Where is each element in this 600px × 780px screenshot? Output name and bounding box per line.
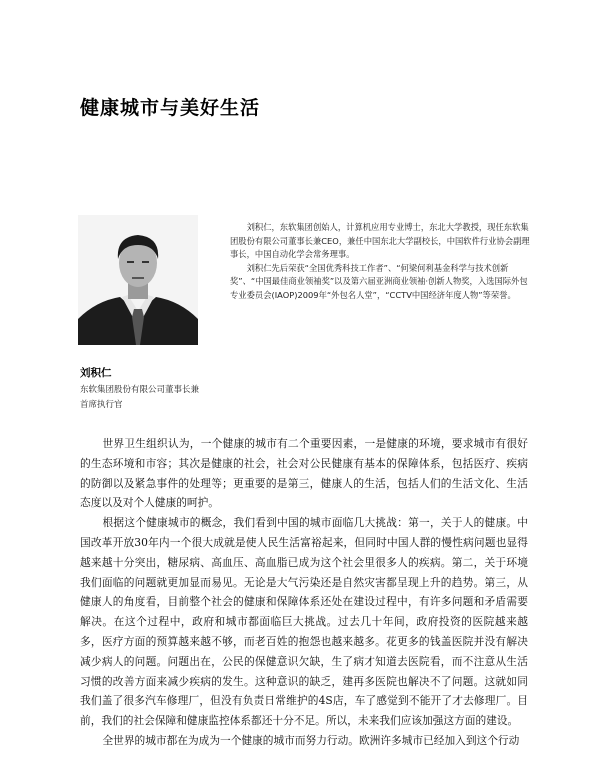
article-body: [80, 434, 528, 751]
body-paragraph: 根据这个健康城市的概念，我们看到中国的城市面临几大挑战：第一，关于人的健康。中国改革开放30年内一个很大成就是使人民生活富裕起来，但同时中国人群的慢性病问题也显得越来越十分突出，糖尿病、高血压、高血脂已成为这个社会里很多人的疾病。第二，关于环境我们面临的问题就更加显而易见。无论是大气污染还是自然灾害都呈现上升的趋势。第三，从健康人的角度看，目前整个社会的健康和保障体系还处在建设过程中，有许多问题和矛盾需要解决。在这个过程中，政府和城市都面临巨大挑战。过去几十年间，政府投资的医院越来越多，医疗方面的预算越来越不够，而老百姓的抱怨也越来越多。花更多的钱盖医院并没有解决减少病人的问题。问题出在，公民的保健意识欠缺，生了病才知道去医院看，而不注意从生活习惯的改善方面来减少疾病的发生。这种意识的缺乏，建再多医院也解决不了问题。这就如同我们盖了很多汽车修理厂，但没有负责日常维护的4S店，车了感觉到不能开了才去修理厂。目前，我们的社会保障和健康监控体系都还十分不足。所以，未来我们应该加强这方面的建设。: [80, 516, 528, 728]
author-photo: [78, 215, 198, 345]
author-name: 刘积仁: [80, 367, 112, 379]
author-title-continued: 首席执行官: [80, 400, 123, 410]
author-title: 东软集团股份有限公司董事长兼: [80, 385, 200, 395]
article-title: 健康城市与美好生活: [80, 96, 261, 119]
bio-paragraph: 刘积仁，东软集团创始人，计算机应用专业博士，东北大学教授，现任东软集团股份有限公司董事长兼CEO，兼任中国东北大学副校长，中国软件行业协会副理事长，中国自动化学会常务理事。: [230, 222, 530, 260]
bio-paragraph: 刘积仁先后荣获“全国优秀科技工作者”、“何梁何利基金科学与技术创新奖”、“中国最佳商业领袖奖”以及第六届亚洲商业领袖·创新人物奖，入选国际外包专业委员会(IAOP)2009年“外包名人堂”，“CCTV中国经济年度人物”等荣誉。: [230, 262, 528, 300]
author-bio: [230, 221, 530, 303]
body-paragraph: 全世界的城市都在为成为一个健康的城市而努力行动。欧洲许多城市已经加入到这个行动: [102, 733, 520, 747]
body-paragraph: 世界卫生组织认为，一个健康的城市有二个重要因素，一是健康的环境，要求城市有很好的生态环境和市容；其次是健康的社会，社会对公民健康有基本的保障体系，包括医疗、疾病的防御以及紧急事件的处理等；更重要的是第三，健康人的生活，包括人们的生活文化、生活态度以及对个人健康的呵护。: [80, 437, 528, 510]
author-portrait-image: [78, 215, 198, 345]
